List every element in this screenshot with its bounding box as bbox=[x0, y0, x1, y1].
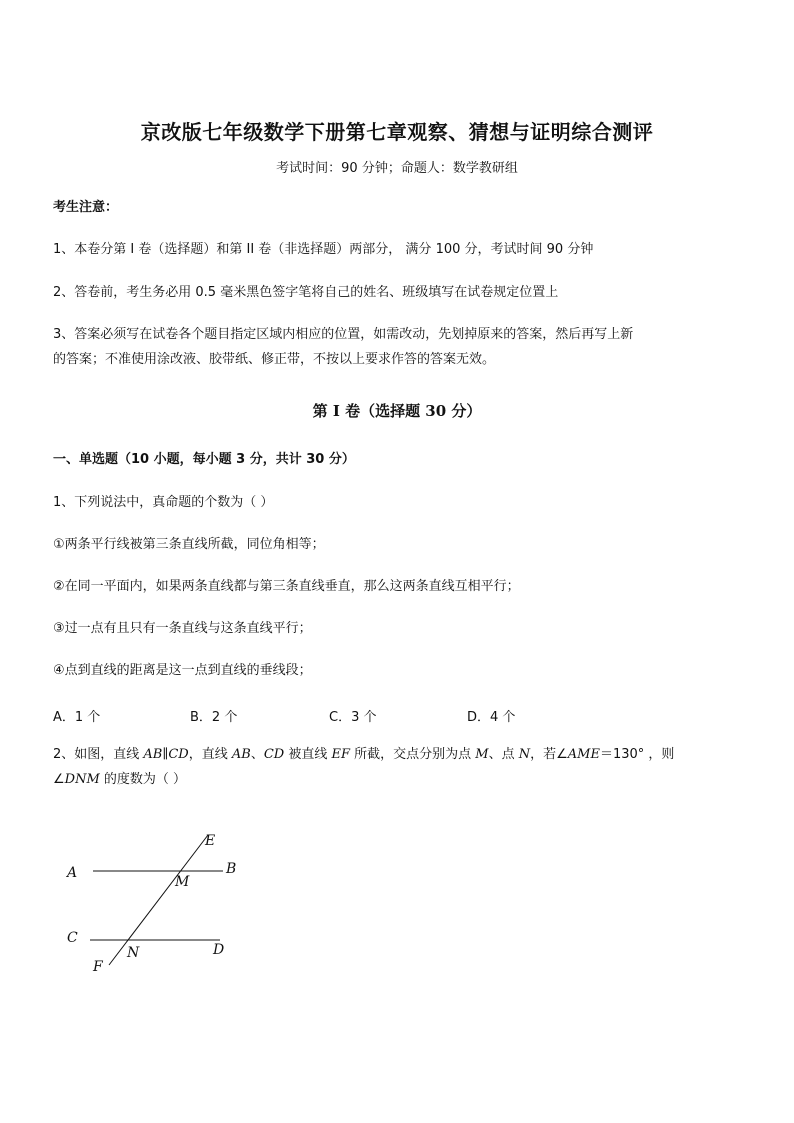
q2-var-n: N bbox=[518, 747, 531, 762]
question-1-option-d[interactable]: D．4 个 bbox=[467, 710, 516, 725]
q2-text: 、点 bbox=[488, 747, 519, 762]
label-f: F bbox=[93, 959, 103, 975]
page-title: 京改版七年级数学下册第七章观察、猜想与证明综合测评 bbox=[140, 120, 654, 144]
label-d: D bbox=[213, 942, 225, 958]
q2-text: ，若∠ bbox=[530, 747, 568, 762]
q2-var-m: M bbox=[475, 747, 489, 762]
label-a: A bbox=[67, 865, 78, 881]
question-1-option-a[interactable]: A．1 个 bbox=[53, 710, 101, 725]
question-2-stem-line-2 bbox=[53, 767, 186, 793]
q2-text: 所截，交点分别为点 bbox=[350, 747, 476, 762]
q2-var-cd: CD bbox=[263, 747, 285, 762]
q2-text: 2、如图，直线 bbox=[53, 747, 144, 762]
q2-var-ab: AB bbox=[231, 747, 251, 762]
question-2-stem-line-1 bbox=[53, 742, 674, 768]
question-1-statement-3: ③过一点有且只有一条直线与这条直线平行； bbox=[53, 621, 312, 636]
parallel-lines-figure bbox=[55, 825, 245, 980]
q2-var-dnm: DNM bbox=[64, 772, 100, 787]
q2-text: 被直线 bbox=[284, 747, 332, 762]
q2-text: 的度数为（ ） bbox=[99, 772, 187, 787]
label-b: B bbox=[226, 861, 237, 877]
label-c: C bbox=[67, 930, 78, 946]
question-1-option-b[interactable]: B．2 个 bbox=[190, 710, 238, 725]
question-1-option-c[interactable]: C．3 个 bbox=[329, 710, 377, 725]
q2-text: ，直线 bbox=[188, 747, 232, 762]
q2-var-ef: EF bbox=[331, 747, 350, 762]
question-1-statement-2: ②在同一平面内，如果两条直线都与第三条直线垂直，那么这两条直线互相平行； bbox=[53, 579, 520, 594]
notice-item-2: 2、答卷前，考生务必用 0.5 毫米黑色签字笔将自己的姓名、班级填写在试卷规定位置上 bbox=[53, 285, 559, 300]
notice-item-3: 3、答案必须写在试卷各个题目指定区域内相应的位置，如需改动，先划掉原来的答案，然后再写上新 bbox=[53, 327, 634, 342]
question-1-statement-4: ④点到直线的距离是这一点到直线的垂线段； bbox=[53, 663, 312, 678]
notice-item-1: 1、本卷分第 I 卷（选择题）和第 II 卷（非选择题）两部分， 满分 100 分，考试时间 90 分钟 bbox=[53, 242, 594, 257]
question-1-statement-1: ①两条平行线被第三条直线所截，同位角相等； bbox=[53, 537, 325, 552]
notice-heading: 考生注意： bbox=[53, 200, 119, 215]
section-title: 第 I 卷（选择题 30 分） bbox=[312, 402, 482, 420]
exam-subtitle: 考试时间：90 分钟；命题人：数学教研组 bbox=[276, 161, 518, 176]
q2-text: ＝130° ，则 bbox=[599, 747, 675, 762]
q2-text: ∠ bbox=[53, 772, 65, 787]
q2-var-ame: AME bbox=[567, 747, 600, 762]
q2-text: 、 bbox=[250, 747, 264, 762]
label-e: E bbox=[205, 833, 216, 849]
q2-var-ab-cd: AB∥CD bbox=[143, 747, 189, 762]
notice-item-3-cont: 的答案；不准使用涂改液、胶带纸、修正带，不按以上要求作答的答案无效。 bbox=[53, 352, 496, 367]
question-1-stem: 1、下列说法中，真命题的个数为（ ） bbox=[53, 495, 274, 510]
part-heading: 一、单选题（10 小题，每小题 3 分，共计 30 分） bbox=[53, 452, 355, 467]
line-ef bbox=[109, 835, 208, 965]
label-m: M bbox=[175, 874, 190, 890]
label-n: N bbox=[127, 945, 140, 961]
